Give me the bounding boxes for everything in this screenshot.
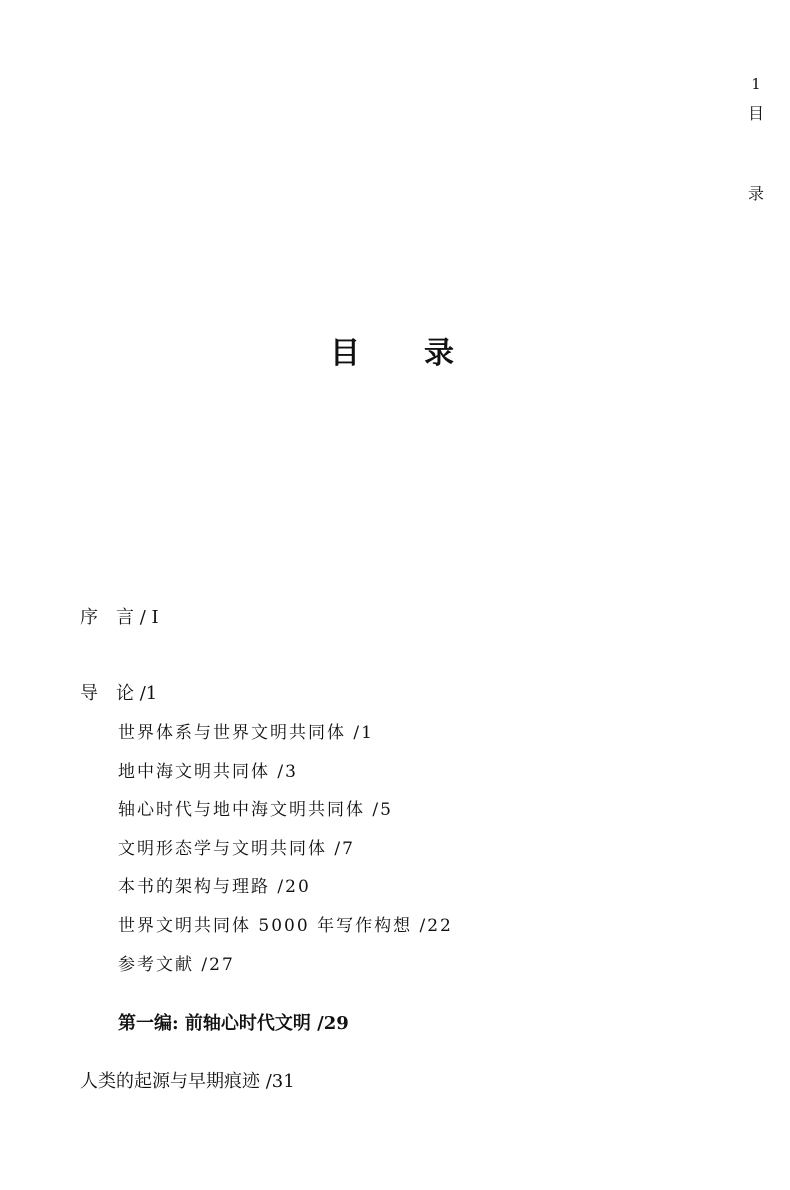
running-head-char-2: 录 <box>747 184 764 203</box>
toc-intro-item-7[interactable]: 参考文献 /27 <box>118 955 235 975</box>
toc-part-one[interactable]: 第一编: 前轴心时代文明 /29 <box>118 1013 349 1034</box>
toc-introduction[interactable] <box>80 680 157 708</box>
page-number: 1 <box>751 75 761 93</box>
toc-intro-item-5[interactable]: 本书的架构与理路 /20 <box>118 877 311 897</box>
toc-preface-page: / I <box>134 607 159 628</box>
page-title-char-2: 录 <box>424 336 454 371</box>
page-title-char-1: 目 <box>330 336 360 371</box>
toc-chapter-one[interactable]: 人类的起源与早期痕迹 /31 <box>80 1071 295 1092</box>
toc-preface[interactable] <box>80 604 159 632</box>
toc-intro-item-6[interactable]: 世界文明共同体 5000 年写作构想 /22 <box>118 916 453 936</box>
toc-introduction-label: 导 论 <box>80 683 134 704</box>
page-title <box>0 332 790 376</box>
toc-preface-label: 序 言 <box>80 607 134 628</box>
toc-intro-item-3[interactable]: 轴心时代与地中海文明共同体 /5 <box>118 800 393 820</box>
toc-intro-item-4[interactable]: 文明形态学与文明共同体 /7 <box>118 839 355 859</box>
toc-introduction-page: /1 <box>134 683 158 704</box>
toc-intro-item-2[interactable]: 地中海文明共同体 /3 <box>118 762 298 782</box>
toc-intro-item-1[interactable]: 世界体系与世界文明共同体 /1 <box>118 723 374 743</box>
running-head-char-1: 目 <box>747 104 764 123</box>
